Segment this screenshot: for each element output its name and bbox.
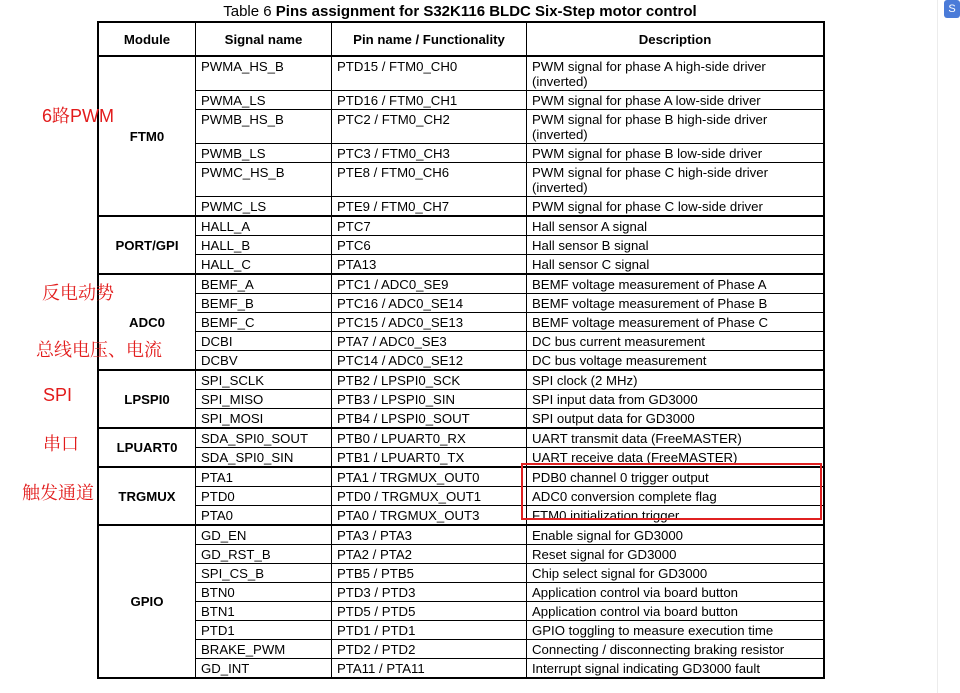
description-line: BEMF voltage measurement of Phase B (532, 296, 768, 311)
table-row (98, 390, 824, 409)
signal-cell: HALL_B (196, 236, 332, 255)
description-cell (527, 428, 825, 448)
signal-cell: BEMF_A (196, 274, 332, 294)
pin-cell: PTB3 / LPSPI0_SIN (332, 390, 527, 409)
signal-cell: PWMA_LS (196, 91, 332, 110)
pin-cell: PTD1 / PTD1 (332, 621, 527, 640)
header-signal: Signal name (196, 22, 332, 56)
pin-cell: PTA1 / TRGMUX_OUT0 (332, 467, 527, 487)
description-line: PWM signal for phase C low-side driver (532, 199, 763, 214)
table-row (98, 621, 824, 640)
viewer-divider (937, 0, 938, 693)
table-row (98, 602, 824, 621)
table-row (98, 525, 824, 545)
table-row (98, 56, 824, 91)
description-line: DC bus current measurement (532, 334, 705, 349)
pin-cell: PTD2 / PTD2 (332, 640, 527, 659)
signal-cell: GD_EN (196, 525, 332, 545)
pin-cell: PTB4 / LPSPI0_SOUT (332, 409, 527, 429)
pin-cell: PTA11 / PTA11 (332, 659, 527, 679)
signal-cell: SPI_SCLK (196, 370, 332, 390)
description-cell (527, 640, 825, 659)
description-line: SPI output data for GD3000 (532, 411, 695, 426)
description-line: Reset signal for GD3000 (532, 547, 677, 562)
description-cell (527, 659, 825, 679)
description-cell (527, 313, 825, 332)
description-cell (527, 409, 825, 429)
description-cell (527, 564, 825, 583)
annotation-bus: 总线电压、电流 (36, 340, 162, 360)
table-row (98, 545, 824, 564)
table-caption: Table 6 Pins assignment for S32K116 BLDC Six-Step motor control (223, 3, 697, 20)
annotation-spi: SPI (43, 385, 73, 405)
signal-cell: SPI_MISO (196, 390, 332, 409)
signal-cell: GD_INT (196, 659, 332, 679)
signal-cell: BTN1 (196, 602, 332, 621)
annotation-trigger: 触发通道 (22, 483, 94, 503)
pin-cell: PTA3 / PTA3 (332, 525, 527, 545)
pin-cell: PTC15 / ADC0_SE13 (332, 313, 527, 332)
description-line: GPIO toggling to measure execution time (532, 623, 774, 638)
table-row (98, 564, 824, 583)
header-pin: Pin name / Functionality (332, 22, 527, 56)
annotation-bemf: 反电动势 (42, 283, 114, 303)
description-line: Connecting / disconnecting braking resistor (532, 642, 785, 657)
signal-cell: PWMB_HS_B (196, 110, 332, 144)
pin-cell: PTC7 (332, 216, 527, 236)
table-header-row (98, 22, 824, 56)
pin-cell: PTC14 / ADC0_SE12 (332, 351, 527, 371)
description-cell (527, 236, 825, 255)
annotation-uart: 串口 (43, 434, 79, 454)
signal-cell: DCBI (196, 332, 332, 351)
description-line: PWM signal for phase C high-side driver (532, 165, 769, 180)
pin-cell: PTB1 / LPUART0_TX (332, 448, 527, 468)
pin-cell: PTC16 / ADC0_SE14 (332, 294, 527, 313)
description-line: Hall sensor A signal (532, 219, 648, 234)
signal-cell: BEMF_C (196, 313, 332, 332)
description-cell (527, 370, 825, 390)
table-row (98, 236, 824, 255)
module-cell: LPSPI0 (98, 370, 196, 428)
description-cell (527, 110, 825, 144)
header-module: Module (98, 22, 196, 56)
signal-cell: BRAKE_PWM (196, 640, 332, 659)
signal-cell: SDA_SPI0_SIN (196, 448, 332, 468)
pin-cell: PTE8 / FTM0_CH6 (332, 163, 527, 197)
description-line: (inverted) (532, 127, 588, 142)
table-row (98, 313, 824, 332)
pin-cell: PTD5 / PTD5 (332, 602, 527, 621)
description-cell (527, 294, 825, 313)
table-row (98, 409, 824, 429)
signal-cell: PTD1 (196, 621, 332, 640)
description-cell (527, 602, 825, 621)
description-cell (527, 274, 825, 294)
description-line: PWM signal for phase A low-side driver (532, 93, 761, 108)
table-row (98, 351, 824, 371)
description-cell (527, 525, 825, 545)
description-line: BEMF voltage measurement of Phase A (532, 277, 767, 292)
pin-cell: PTD16 / FTM0_CH1 (332, 91, 527, 110)
description-cell (527, 163, 825, 197)
description-line: Interrupt signal indicating GD3000 fault (532, 661, 760, 676)
pin-cell: PTE9 / FTM0_CH7 (332, 197, 527, 217)
module-cell: PORT/GPI (98, 216, 196, 274)
description-cell (527, 332, 825, 351)
header-description: Description (527, 22, 825, 56)
pin-cell: PTA2 / PTA2 (332, 545, 527, 564)
description-line: PDB0 channel 0 trigger output (532, 470, 709, 485)
pin-cell: PTA13 (332, 255, 527, 275)
description-cell (527, 216, 825, 236)
table-row (98, 163, 824, 197)
description-line: Enable signal for GD3000 (532, 528, 684, 543)
signal-cell: PWMC_LS (196, 197, 332, 217)
module-cell: GPIO (98, 525, 196, 678)
description-cell (527, 144, 825, 163)
pin-cell: PTA7 / ADC0_SE3 (332, 332, 527, 351)
side-toolbar-icon[interactable]: S (944, 0, 960, 18)
pin-cell: PTD15 / FTM0_CH0 (332, 56, 527, 91)
description-line: SPI input data from GD3000 (532, 392, 698, 407)
description-line: Application control via board button (532, 604, 739, 619)
description-line: ADC0 conversion complete flag (532, 489, 717, 504)
module-cell: LPUART0 (98, 428, 196, 467)
table-row (98, 659, 824, 679)
pin-cell: PTB0 / LPUART0_RX (332, 428, 527, 448)
description-line: PWM signal for phase B high-side driver (532, 112, 768, 127)
table-row (98, 144, 824, 163)
pin-assignment-table (97, 21, 825, 679)
description-line: (inverted) (532, 74, 588, 89)
module-cell: ADC0 (98, 274, 196, 370)
description-line: UART receive data (FreeMASTER) (532, 450, 738, 465)
description-cell (527, 351, 825, 371)
description-cell (527, 197, 825, 217)
table-row (98, 274, 824, 294)
description-line: BEMF voltage measurement of Phase C (532, 315, 769, 330)
signal-cell: PWMC_HS_B (196, 163, 332, 197)
description-cell (527, 255, 825, 275)
signal-cell: DCBV (196, 351, 332, 371)
signal-cell: PWMB_LS (196, 144, 332, 163)
description-line: Hall sensor B signal (532, 238, 649, 253)
description-line: Application control via board button (532, 585, 739, 600)
signal-cell: SPI_MOSI (196, 409, 332, 429)
description-cell (527, 583, 825, 602)
table-row (98, 640, 824, 659)
pin-cell: PTC3 / FTM0_CH3 (332, 144, 527, 163)
annotation-pwm: 6路PWM (42, 106, 114, 126)
pin-cell: PTB5 / PTB5 (332, 564, 527, 583)
pin-cell: PTC1 / ADC0_SE9 (332, 274, 527, 294)
signal-cell: PTA1 (196, 467, 332, 487)
description-line: Chip select signal for GD3000 (532, 566, 708, 581)
description-cell (527, 621, 825, 640)
description-line: SPI clock (2 MHz) (532, 373, 638, 388)
table-row (98, 294, 824, 313)
table-body (98, 56, 824, 678)
pin-cell: PTD0 / TRGMUX_OUT1 (332, 487, 527, 506)
signal-cell: BTN0 (196, 583, 332, 602)
signal-cell: PWMA_HS_B (196, 56, 332, 91)
table-row (98, 216, 824, 236)
signal-cell: HALL_C (196, 255, 332, 275)
pin-cell: PTB2 / LPSPI0_SCK (332, 370, 527, 390)
highlight-box-trgmux (521, 463, 822, 520)
module-cell: FTM0 (98, 56, 196, 216)
table-row (98, 332, 824, 351)
module-cell: TRGMUX (98, 467, 196, 525)
description-cell (527, 390, 825, 409)
description-cell (527, 545, 825, 564)
signal-cell: HALL_A (196, 216, 332, 236)
description-line: FTM0 initialization trigger (532, 508, 680, 523)
signal-cell: PTD0 (196, 487, 332, 506)
signal-cell: PTA0 (196, 506, 332, 526)
description-line: (inverted) (532, 180, 588, 195)
table-row (98, 428, 824, 448)
table-row (98, 110, 824, 144)
description-cell (527, 56, 825, 91)
description-line: PWM signal for phase B low-side driver (532, 146, 763, 161)
pin-cell: PTC6 (332, 236, 527, 255)
description-line: PWM signal for phase A high-side driver (532, 59, 766, 74)
table-row (98, 583, 824, 602)
table-row (98, 91, 824, 110)
table-row (98, 370, 824, 390)
signal-cell: SPI_CS_B (196, 564, 332, 583)
description-line: UART transmit data (FreeMASTER) (532, 431, 742, 446)
signal-cell: BEMF_B (196, 294, 332, 313)
signal-cell: SDA_SPI0_SOUT (196, 428, 332, 448)
description-line: Hall sensor C signal (532, 257, 650, 272)
table-row (98, 197, 824, 217)
table-row (98, 255, 824, 275)
pin-cell: PTC2 / FTM0_CH2 (332, 110, 527, 144)
description-line: DC bus voltage measurement (532, 353, 707, 368)
pin-cell: PTD3 / PTD3 (332, 583, 527, 602)
pin-cell: PTA0 / TRGMUX_OUT3 (332, 506, 527, 526)
signal-cell: GD_RST_B (196, 545, 332, 564)
description-cell (527, 91, 825, 110)
